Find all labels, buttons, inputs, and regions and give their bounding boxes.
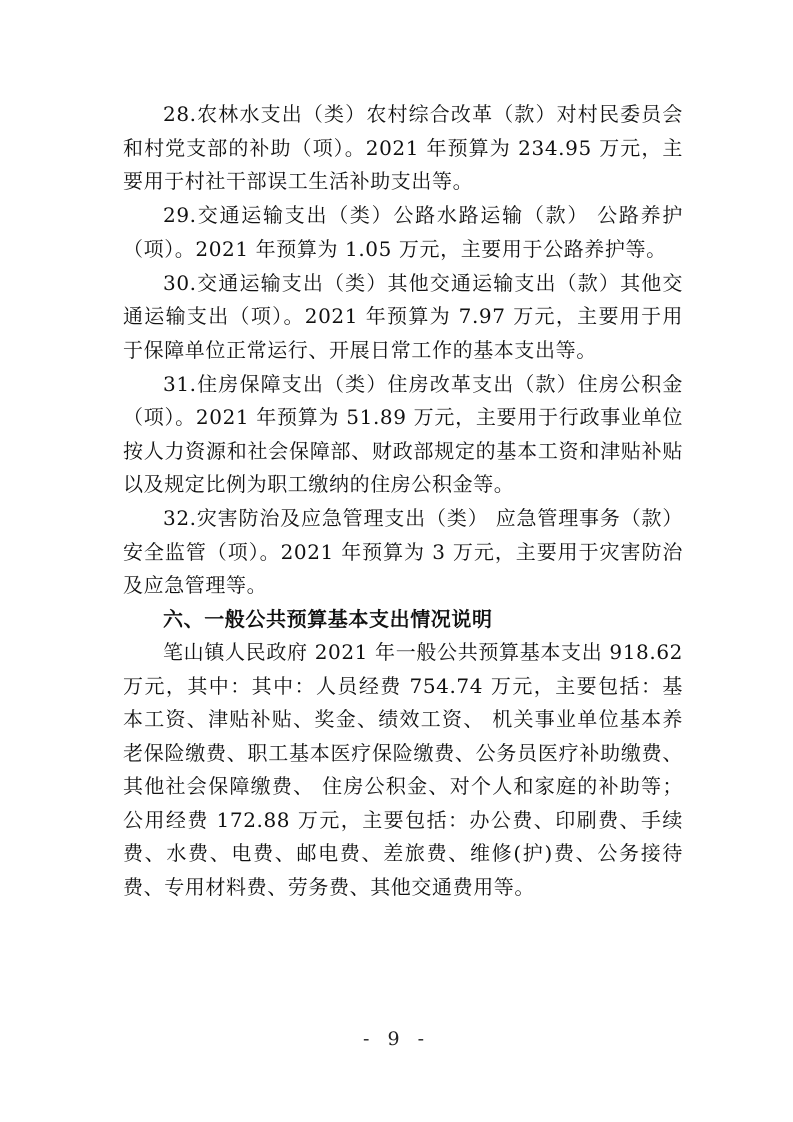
section-paragraph: 笔山镇人民政府 2021 年一般公共预算基本支出 918.62 万元，其中：其中：人员经费 754.74 万元，主要包括：基本工资、津贴补贴、奖金、绩效工资、 机关事业单位基本养老保险缴费、职工基本医疗保险缴费、公务员医疗补助缴费、 其他社会保障缴费、 住房公积金、对个人和家庭的补助等；公用经费 172.88 万元，主要包括：办公费、印刷费、手续费、水费、电费、邮电费、差旅费、维修(护)费、公务接待费、专用材料费、劳务费、其他交通费用等。 — [123, 640, 683, 899]
paragraph-item-29: 29.交通运输支出（类）公路水路运输（款） 公路养护（项）。2021 年预算为 1.05 万元，主要用于公路养护等。 — [123, 203, 683, 261]
paragraph-item-31: 31.住房保障支出（类）住房改革支出（款）住房公积金（项）。2021 年预算为 51.89 万元，主要用于行政事业单位按人力资源和社会保障部、财政部规定的基本工资和津贴补贴以及规定比例为职工缴纳的住房公积金等。 — [123, 371, 683, 496]
paragraph-item-32: 32.灾害防治及应急管理支出（类） 应急管理事务（款）安全监管（项）。2021 年预算为 3 万元，主要用于灾害防治及应急管理等。 — [123, 506, 683, 597]
page-number: - 9 - — [362, 1028, 430, 1050]
paragraph-item-30: 30.交通运输支出（类）其他交通运输支出（款）其他交通运输支出（项）。2021 年预算为 7.97 万元，主要用于用于保障单位正常运行、开展日常工作的基本支出等。 — [123, 270, 683, 362]
paragraph-item-28: 28.农林水支出（类）农村综合改革（款）对村民委员会和村党支部的补助（项）。2021 年预算为 234.95 万元，主要用于村社干部误工生活补助支出等。 — [123, 102, 683, 193]
document-body — [123, 98, 683, 904]
section-heading: 六、一般公共预算基本支出情况说明 — [163, 606, 493, 631]
